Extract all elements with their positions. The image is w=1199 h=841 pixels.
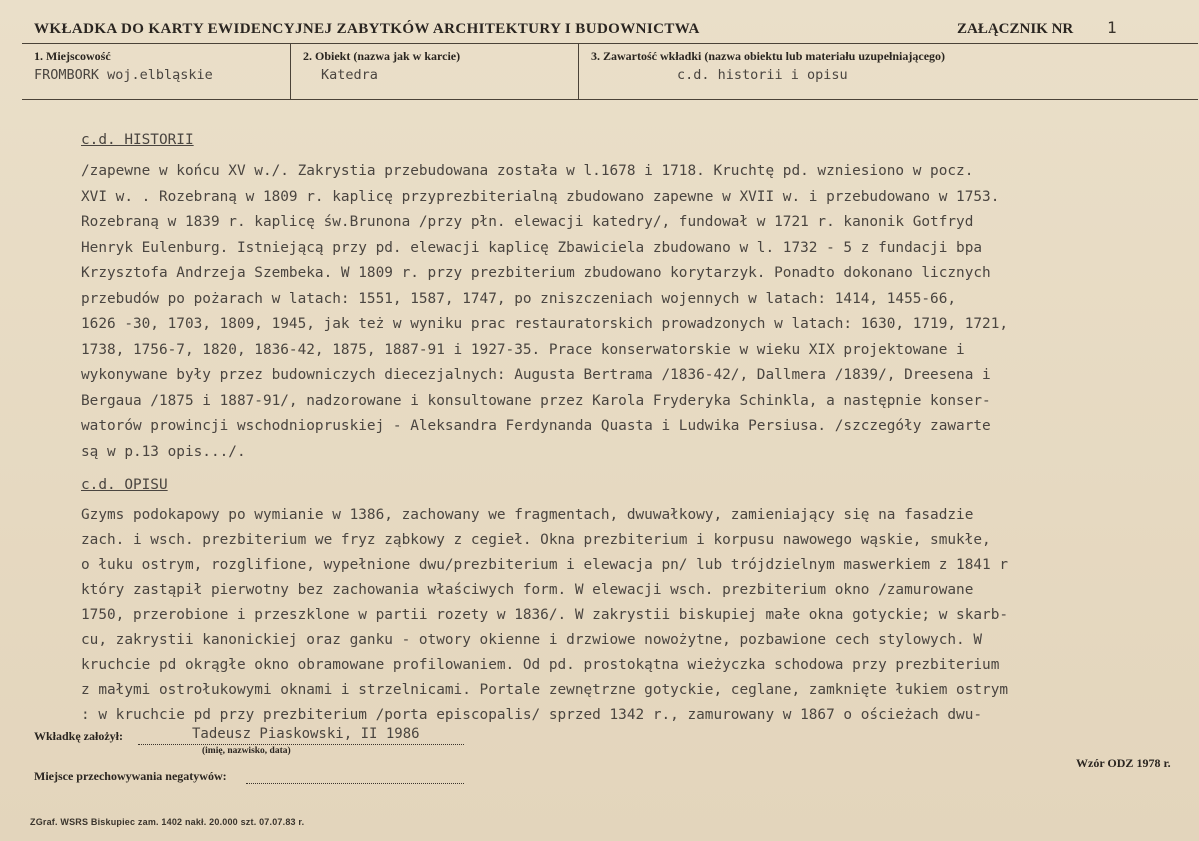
- history-line: są w p.13 opis.../.: [81, 444, 246, 460]
- founder-value: Tadeusz Piaskowski, II 1986: [192, 726, 420, 742]
- annex-label: ZAŁĄCZNIK NR: [957, 21, 1074, 37]
- description-line: : w kruchcie pd przy prezbiterium /porta episcopalis/ sprzed 1342 r., zamurowany w 1867 o ościeżach dwu-: [81, 707, 983, 723]
- history-line: /zapewne w końcu XV w./. Zakrystia przebudowana została w l.1678 i 1718. Kruchtę pd. wzniesiono w pocz.: [81, 163, 974, 179]
- content-value: c.d. historii i opisu: [677, 67, 848, 83]
- form-code: Wzór ODZ 1978 r.: [1076, 756, 1171, 770]
- history-heading: c.d. HISTORII: [81, 132, 194, 148]
- founder-label: Wkładkę założył:: [34, 729, 123, 743]
- object-label: 2. Obiekt (nazwa jak w karcie): [303, 49, 461, 63]
- form-header: [22, 14, 1190, 44]
- founder-dotline: [138, 744, 464, 745]
- form-title: WKŁADKA DO KARTY EWIDENCYJNEJ ZABYTKÓW ARCHITEKTURY I BUDOWNICTWA: [34, 21, 700, 37]
- history-line: watorów prowincji wschodniopruskiej - Aleksandra Ferdynanda Quasta i Ludwika Persiusa. /szczegóły zawarte: [81, 418, 991, 434]
- content-field: [578, 44, 1199, 99]
- description-line: 1750, przerobione i przeszklone w partii rozety w 1836/. W zakrystii biskupiej małe okna gotyckie; w skarb-: [81, 607, 1009, 623]
- description-line: o łuku ostrym, rozglifione, wypełnione dwu/prezbiterium i elewacja pn/ lub trójdzielnym maswerkiem z 1841 r: [81, 557, 1009, 573]
- object-value: Katedra: [321, 67, 378, 83]
- description-heading: c.d. OPISU: [81, 477, 168, 493]
- description-line: kruchcie pd okrągłe okno obramowane profilowaniem. Od pd. prostokątna wieżyczka schodowa przy prezbiterium: [81, 657, 1000, 673]
- description-line: który zastąpił pierwotny bez zachowania właściwych form. W elewacji wsch. prezbiterium okno /zamurowane: [81, 582, 974, 598]
- history-line: Henryk Eulenburg. Istniejącą przy pd. elewacji kaplicę Zbawiciela zbudowano w l. 1732 - 5 z fundacji bpa: [81, 240, 983, 256]
- locality-field: [22, 44, 289, 99]
- history-line: 1626 -30, 1703, 1809, 1945, jak też w wyniku prac restauratorskich prowadzonych w latach: 1630, 1719, 1721,: [81, 316, 1009, 332]
- history-line: XVI w. . Rozebraną w 1809 r. kaplicę przyprezbiterialną zbudowano zapewne w XVII w. i przebudowano w 1753.: [81, 189, 1000, 205]
- description-line: cu, zakrystii kanonickiej oraz ganku - otwory okienne i drzwiowe nowożytne, pozbawione cech stylowych. W: [81, 632, 983, 648]
- history-line: Krzysztofa Andrzeja Szembeka. W 1809 r. przy prezbiterium zbudowano korytarzyk. Ponadto dokonano licznych: [81, 265, 991, 281]
- history-line: Rozebraną w 1839 r. kaplicę św.Brunona /przy płn. elewacji katedry/, fundował w 1721 r. kanonik Gotfryd: [81, 214, 974, 230]
- history-line: przebudów po pożarach w latach: 1551, 1587, 1747, po zniszczeniach wojennych w latach: 1414, 1455-66,: [81, 291, 957, 307]
- object-field: [290, 44, 578, 99]
- locality-value: FROMBORK woj.elbląskie: [34, 67, 213, 83]
- description-line: z małymi ostrołukowymi oknami i strzelnicami. Portale zewnętrzne gotyckie, ceglane, zamknięte łukiem ostrym: [81, 682, 1009, 698]
- history-line: wykonywane były przez budowniczych diecezjalnych: Augusta Bertrama /1836-42/, Dallmera /1839/, Dreesena i: [81, 367, 991, 383]
- founder-hint: (imię, nazwisko, data): [202, 746, 291, 756]
- history-line: Bergaua /1875 i 1887-91/, nadzorowane i konsultowane przez Karola Fryderyka Schinkla, a następnie konser-: [81, 393, 991, 409]
- description-line: Gzyms podokapowy po wymianie w 1386, zachowany we fragmentach, dwuwałkowy, zamieniający się na fasadzie: [81, 507, 974, 523]
- negative-dotline: [246, 783, 464, 784]
- description-line: zach. i wsch. prezbiterium we fryz ząbkowy z cegieł. Okna prezbiterium i korpusu nawowego wąskie, smukłe,: [81, 532, 991, 548]
- print-info: ZGraf. WSRS Biskupiec zam. 1402 nakł. 20.000 szt. 07.07.83 r.: [30, 817, 305, 827]
- negative-label: Miejsce przechowywania negatywów:: [34, 769, 227, 783]
- locality-label: 1. Miejscowość: [34, 49, 111, 63]
- content-label: 3. Zawartość wkładki (nazwa obiektu lub materiału uzupełniającego): [591, 49, 946, 63]
- history-line: 1738, 1756-7, 1820, 1836-42, 1875, 1887-91 i 1927-35. Prace konserwatorskie w wieku XIX projektowane i: [81, 342, 965, 358]
- annex-number: 1: [1107, 18, 1117, 37]
- header-fields: [22, 43, 1198, 100]
